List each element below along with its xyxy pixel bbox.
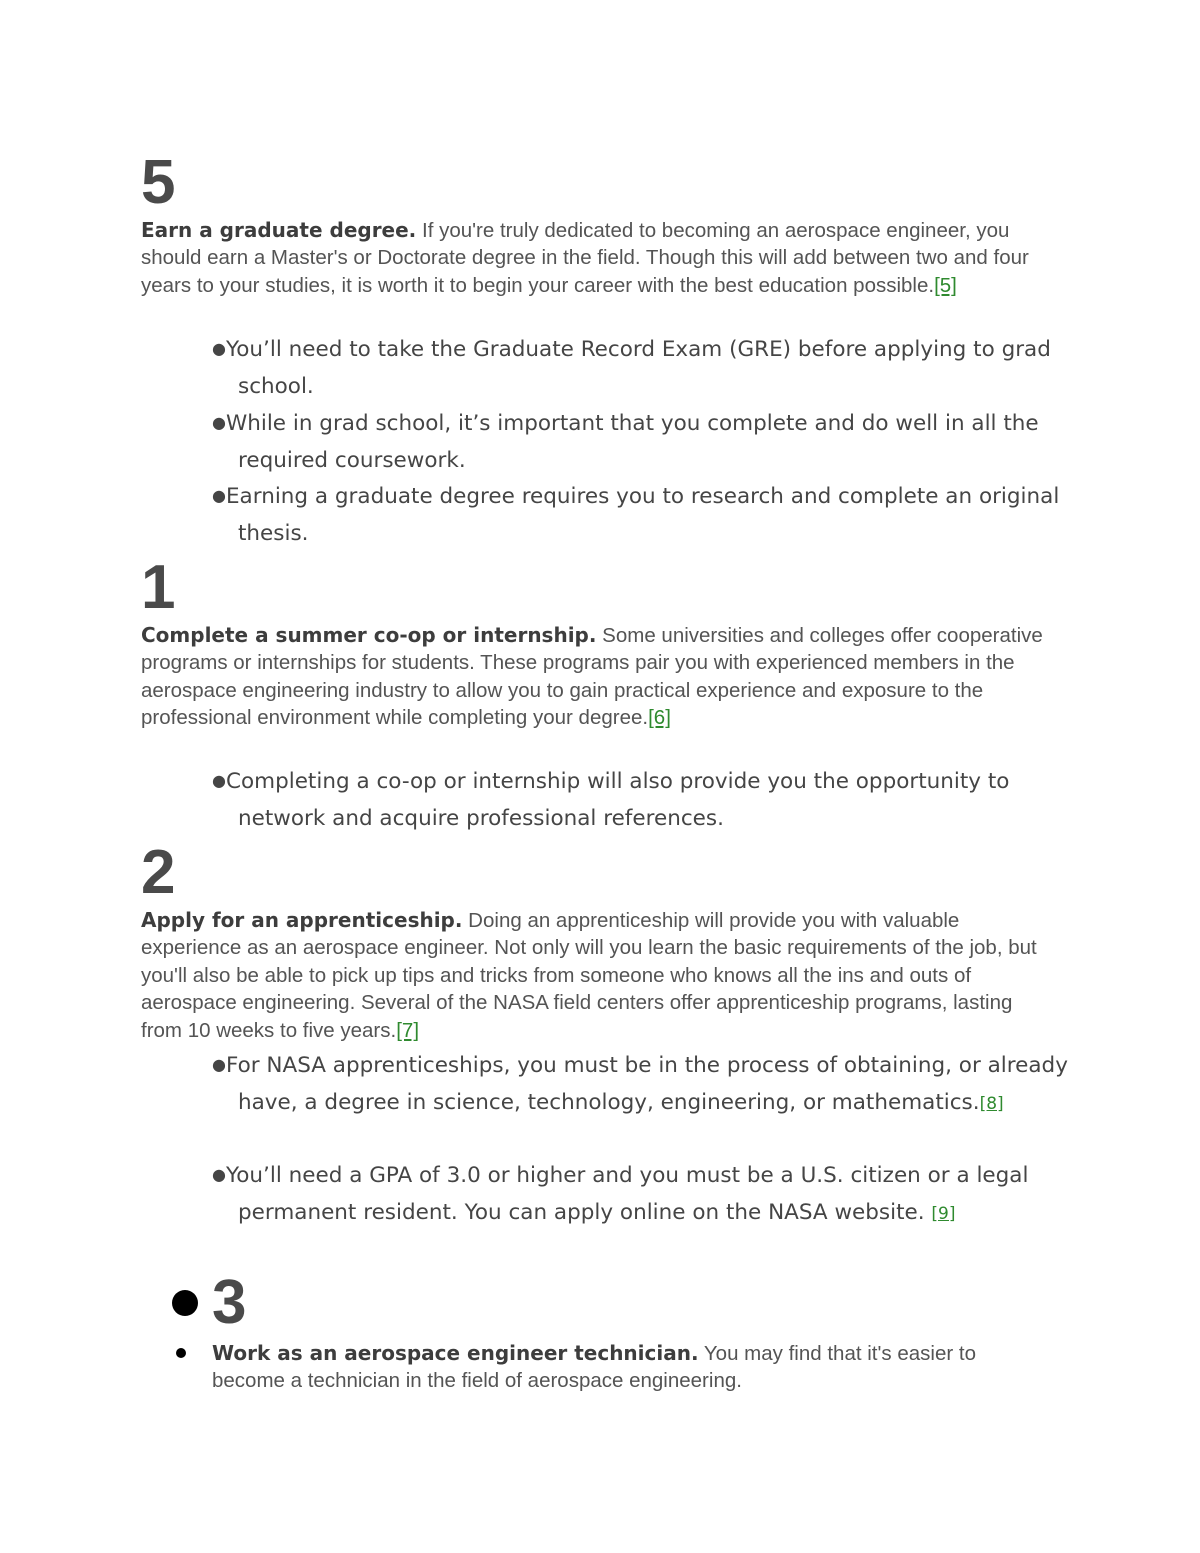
step-paragraph (141, 907, 1046, 1044)
step-lead: Apply for an apprenticeship. (141, 908, 463, 932)
bullet-text: Earning a graduate degree requires you to research and complete an original thesis. (225, 484, 1060, 546)
step-number: 2 (141, 838, 175, 907)
bullet-icon: ● (212, 771, 226, 790)
bullet-item (198, 1157, 1078, 1233)
bullet-text: While in grad school, it’s important that you complete and do well in all the required coursework. (225, 411, 1039, 473)
step-paragraph (212, 1340, 1042, 1395)
bullet-item (198, 331, 1078, 406)
bullet-icon: ● (212, 486, 226, 505)
bullet-text: Completing a co-op or internship will also provide you the opportunity to network and acquire professional references. (225, 769, 1010, 831)
step-body: You may find that it's easier to become a technician in the field of aerospace engineering. (212, 1342, 976, 1393)
citation-link[interactable]: [8] (979, 1093, 1004, 1114)
bullet-text: For NASA apprenticeships, you must be in the process of obtaining, or already have, a degree in science, technology, engineering, or mathematics. (225, 1053, 1068, 1115)
bullet-icon: ● (212, 339, 226, 358)
citation-link[interactable]: [6] (648, 706, 671, 730)
step-lead: Complete a summer co-op or internship. (141, 623, 597, 647)
bullet-item (198, 405, 1078, 480)
step-paragraph (141, 622, 1046, 732)
bullet-icon (176, 1348, 186, 1358)
bullet-icon (172, 1290, 198, 1316)
step-number-row (172, 1268, 247, 1337)
bullet-item (198, 763, 1078, 838)
bullet-item (198, 478, 1078, 553)
step-number: 5 (141, 148, 175, 217)
bullet-text: You’ll need to take the Graduate Record Exam (GRE) before applying to grad school. (225, 337, 1051, 399)
bullet-icon: ● (212, 1055, 226, 1074)
bullet-icon: ● (212, 1165, 226, 1184)
bullet-text: You’ll need a GPA of 3.0 or higher and you must be a U.S. citizen or a legal permanent resident. You can apply online on the NASA website. (225, 1163, 1029, 1225)
bullet-item (198, 1047, 1078, 1123)
step-number: 3 (212, 1268, 247, 1337)
bullet-icon: ● (212, 413, 226, 432)
citation-link[interactable]: [7] (396, 1018, 420, 1042)
step-paragraph (141, 217, 1046, 299)
step-lead: Work as an aerospace engineer technician. (212, 1341, 699, 1365)
citation-link[interactable]: [5] (934, 273, 957, 297)
step-body: If you're truly dedicated to becoming an aerospace engineer, you should earn a Master's or Doctorate degree in the field. Though this will add between two and four years to your studies, it is worth it to begin your career with the best education possible. (141, 219, 1029, 297)
step-body: Some universities and colleges offer cooperative programs or internships for students. These programs pair you with experienced members in the aerospace engineering industry to allow you to gain practical experience and exposure to the professional environment while completing your degree. (141, 624, 1043, 730)
step-body: Doing an apprenticeship will provide you with valuable experience as an aerospace engineer. Not only will you learn the basic requirements of the job, but you'll also be able to pick up tips and tricks from someone who knows all the ins and outs of aerospace engineering. Several of the NASA field centers offer apprenticeship programs, lasting from 10 weeks to five years. (141, 909, 1037, 1042)
step-lead: Earn a graduate degree. (141, 218, 417, 242)
step-number: 1 (141, 553, 175, 622)
citation-link[interactable]: [9] (931, 1203, 956, 1224)
